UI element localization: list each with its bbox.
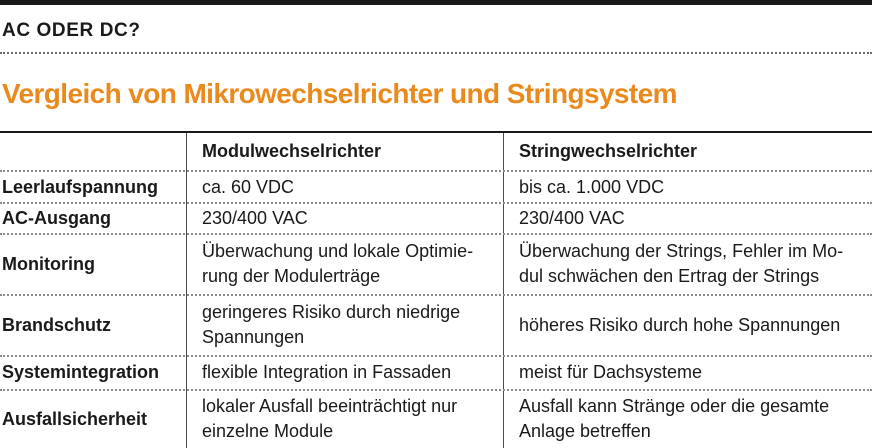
section-kicker: AC ODER DC? [2,20,141,41]
string-cell: bis ca. 1.000 VDC [519,176,665,197]
table-row [0,391,872,447]
row-label: Monitoring [2,253,95,274]
string-cell: 230/400 VAC [519,208,625,228]
string-cell: Ausfall kann Stränge oder die gesamte Anlage betreffen [519,396,830,441]
header-cell-stringwechselrichter: Stringwechselrichter [519,141,698,161]
row-label: Systemintegration [2,362,160,382]
string-cell: höheres Risiko durch hohe Spannungen [519,314,841,335]
table-top-rule [0,131,872,133]
row-label: AC-Ausgang [2,208,111,228]
table-row [0,296,872,354]
string-cell: Überwachung der Strings, Fehler im Mo- dul schwächen den Ertrag der Strings [519,241,844,286]
modul-cell: 230/400 VAC [202,208,308,228]
row-label: Ausfallsicherheit [2,408,148,429]
table-row [0,172,872,202]
row-label: Leerlaufspannung [2,176,159,197]
table-row [0,235,872,293]
modul-cell: ca. 60 VDC [202,176,295,197]
header-cell-modulwechselrichter: Modulwechselrichter [202,141,382,161]
modul-cell: lokaler Ausfall beeinträchtigt nur einzelne Module [202,396,458,441]
dotted-divider [0,52,872,54]
page-title: Vergleich von Mikrowechselrichter und Stringsystem [2,78,677,109]
table-row [0,357,872,388]
table-header-row [0,135,872,168]
row-label: Brandschutz [2,314,112,335]
top-rule [0,0,872,5]
string-cell: meist für Dachsysteme [519,362,703,382]
modul-cell: geringeres Risiko durch niedrige Spannungen [202,302,461,347]
modul-cell: Überwachung und lokale Optimie- rung der Modulerträge [202,241,474,286]
modul-cell: flexible Integration in Fassaden [202,362,452,382]
table-row [0,204,872,233]
